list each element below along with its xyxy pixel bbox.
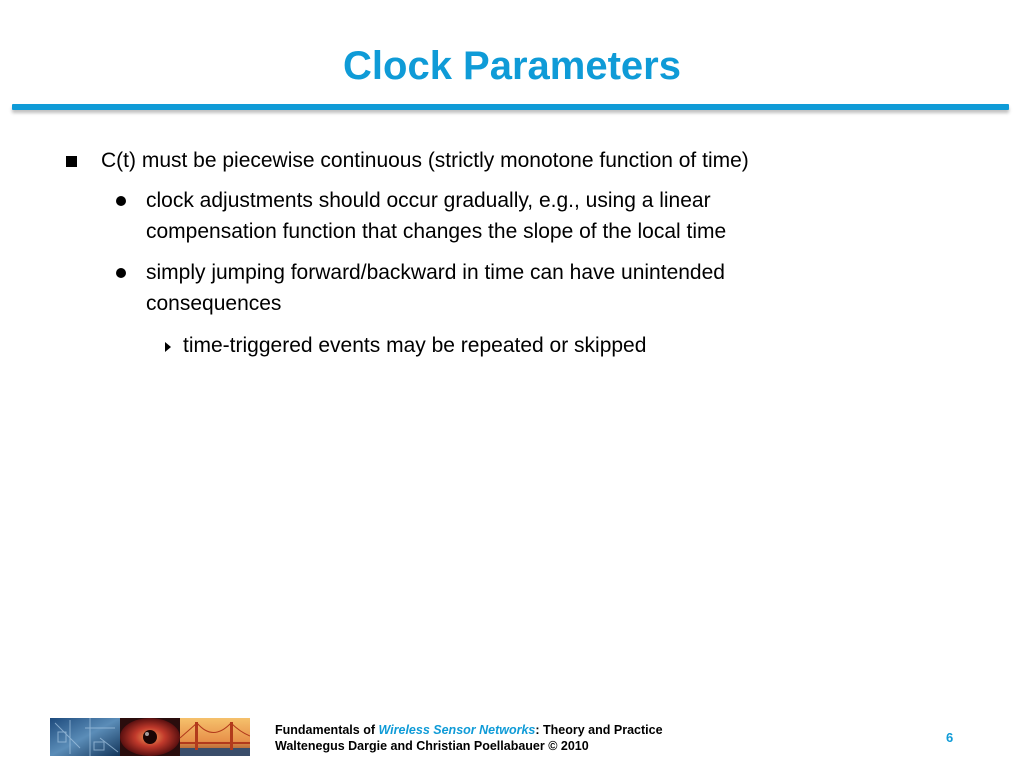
bullet-text: simply jumping forward/backward in time can have unintended [146,261,725,284]
bullet-text-continuation: consequences [146,292,282,315]
slide-number: 6 [946,730,954,745]
dot-bullet-icon [116,268,126,278]
footer-prefix: Fundamentals of [275,723,379,737]
footer-line-2: Waltenegus Dargie and Christian Poellabauer © 2010 [275,739,589,753]
dot-bullet-icon [116,196,126,206]
footer-suffix: : Theory and Practice [535,723,663,737]
footer-highlight: Wireless Sensor Networks [378,723,536,737]
footer-banner-image [50,718,250,756]
footer-citation [275,722,663,754]
triangle-bullet-icon [165,342,171,352]
bullet-text-continuation: compensation function that changes the slope of the local time [146,220,727,243]
bullet-text: C(t) must be piecewise continuous (strictly monotone function of time) [101,149,749,172]
slide-title: Clock Parameters [343,44,681,88]
footer-line-1 [275,722,663,738]
square-bullet-icon [66,156,77,167]
bullet-text: time-triggered events may be repeated or skipped [183,334,647,357]
bullet-text: clock adjustments should occur gradually, e.g., using a linear [146,189,711,212]
